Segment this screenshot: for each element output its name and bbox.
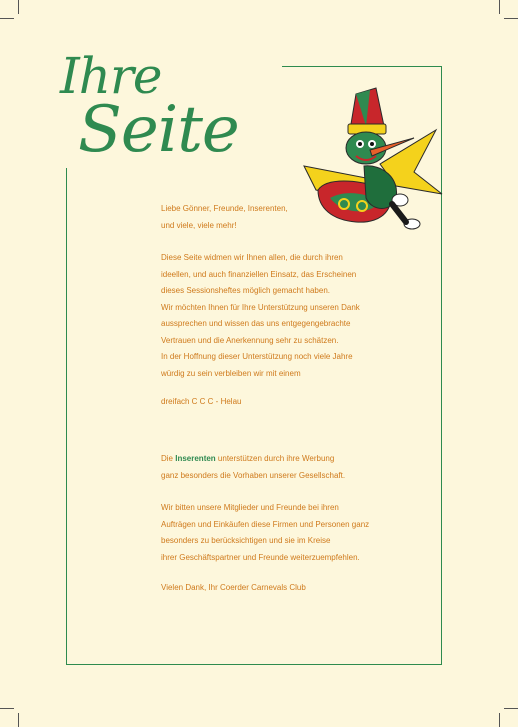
crop-mark: [499, 713, 500, 727]
crop-mark: [18, 713, 19, 727]
dedication-line: Wir möchten Ihnen für Ihre Unterstützung unseren Dank: [161, 302, 360, 312]
request-line: Aufträgen und Einkäufen diese Firmen und Personen ganz: [161, 519, 370, 529]
request-line: Wir bitten unsere Mitglieder und Freunde bei ihren: [161, 503, 339, 512]
greeting-line: Liebe Gönner, Freunde, Inserenten,: [161, 204, 288, 213]
request-line: besonders zu berücksichtigen und sie im Kreise: [161, 536, 331, 545]
request-line: ihrer Geschäftspartner und Freunde weiterzuempfehlen.: [161, 552, 360, 562]
dedication-line: In der Hoffnung dieser Unterstützung noch viele Jahre: [161, 352, 353, 361]
sponsors-highlight: Inserenten: [175, 454, 216, 463]
greeting-block: [161, 201, 421, 234]
dedication-line: würdig zu sein verbleiben wir mit einem: [161, 368, 301, 378]
dedication-line: aussprechen und wissen das uns entgegengebrachte: [161, 319, 351, 328]
cheer-line: dreifach C C C - Helau: [161, 397, 242, 406]
sponsors-line: [161, 451, 421, 468]
crop-mark: [0, 18, 14, 19]
crop-mark: [18, 0, 19, 14]
dedication-line: ideellen, und auch finanziellen Einsatz, das Erscheinen: [161, 269, 357, 279]
dedication-line: dieses Sessionsheftes möglich gemacht haben.: [161, 286, 330, 295]
crop-mark: [0, 708, 14, 709]
sponsors-block: [161, 451, 421, 484]
crop-mark: [504, 18, 518, 19]
crop-mark: [499, 0, 500, 14]
crop-mark: [504, 708, 518, 709]
sponsors-line: ganz besonders die Vorhaben unserer Gesellschaft.: [161, 470, 346, 480]
closing-block: [161, 580, 421, 597]
page-title-line1: Ihre: [60, 47, 162, 105]
dedication-line: Vertrauen und die Anerkennung sehr zu schätzen.: [161, 335, 339, 345]
dedication-line: Diese Seite widmen wir Ihnen allen, die durch ihren: [161, 253, 343, 262]
sponsors-prefix: Die: [161, 454, 176, 463]
sponsors-suffix: unterstützen durch ihre Werbung: [215, 454, 335, 463]
request-block: [161, 500, 421, 566]
cheer-block: [161, 394, 421, 411]
closing-line: Vielen Dank, Ihr Coerder Carnevals Club: [161, 583, 306, 592]
dedication-block: [161, 250, 421, 382]
greeting-line: und viele, viele mehr!: [161, 220, 237, 230]
page-title-line2: Seite: [78, 93, 239, 167]
